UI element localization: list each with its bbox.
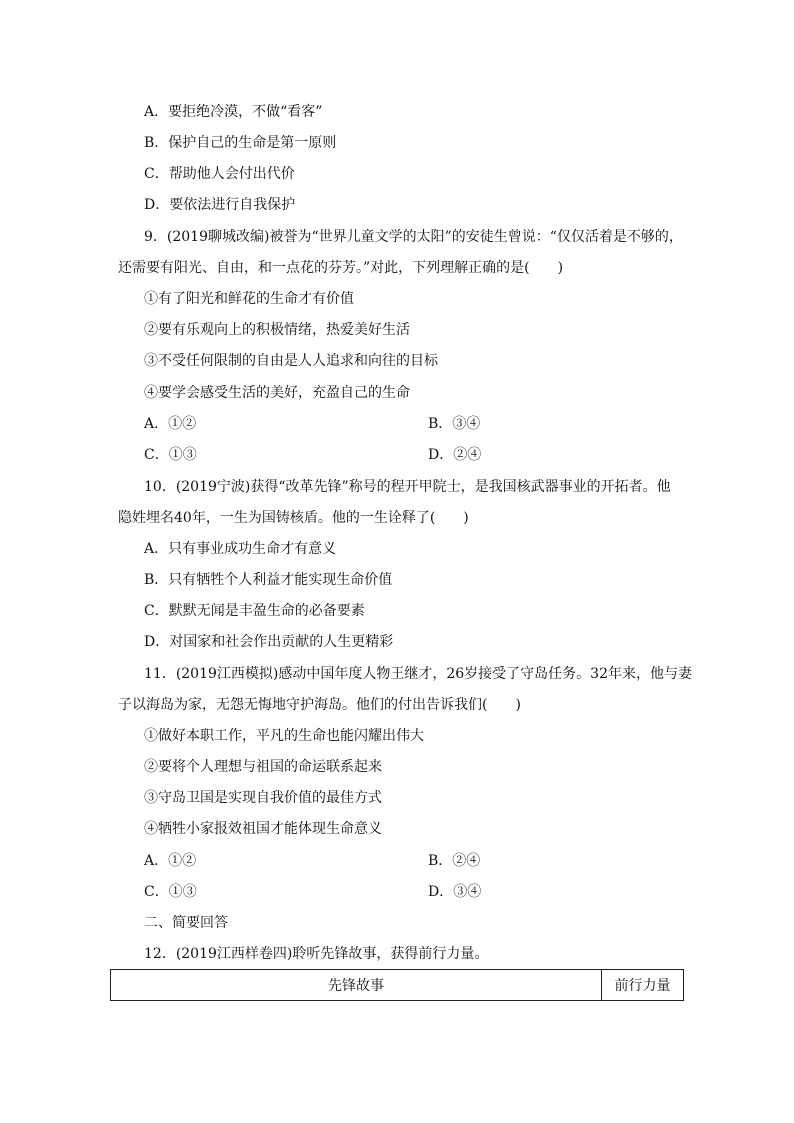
q9-option-b: B．③④ [428, 416, 481, 432]
q9-option-d: D．②④ [428, 447, 482, 463]
answer-table [110, 969, 684, 1001]
q10-option-b: B．只有牺牲个人利益才能实现生命价值 [144, 572, 393, 588]
q8-option-d: D．要依法进行自我保护 [144, 197, 296, 213]
q11-stem-line2: 子以海岛为家，无怨无悔地守护海岛。他们的付出告诉我们( ) [118, 697, 521, 713]
q9-stem-line1: 9．(2019聊城改编)被誉为“世界儿童文学的太阳”的安徒生曾说：“仅仅活着是不够的， [144, 229, 683, 245]
q11-item-3: ③守岛卫国是实现自我价值的最佳方式 [144, 790, 382, 806]
q9-item-4: ④要学会感受生活的美好，充盈自己的生命 [144, 385, 410, 401]
q10-option-a: A．只有事业成功生命才有意义 [144, 541, 337, 557]
q9-item-3: ③不受任何限制的自由是人人追求和向往的目标 [144, 353, 438, 369]
q12-stem: 12．(2019江西样卷四)聆听先锋故事，获得前行力量。 [144, 946, 489, 962]
q11-option-a: A．①② [144, 853, 197, 869]
q10-option-d: D．对国家和社会作出贡献的人生更精彩 [144, 634, 394, 650]
q11-item-2: ②要将个人理想与祖国的命运联系起来 [144, 759, 382, 775]
q9-item-1: ①有了阳光和鲜花的生命才有价值 [144, 291, 354, 307]
q11-stem-line1: 11．(2019江西模拟)感动中国年度人物王继才，26岁接受了守岛任务。32年来，他与妻 [144, 666, 692, 682]
q10-stem-line2: 隐姓埋名40年，一生为国铸核盾。他的一生诠释了( ) [118, 510, 469, 526]
q8-option-a: A．要拒绝冷漠，不做“看客” [144, 104, 323, 120]
q11-option-d: D．③④ [428, 884, 482, 900]
q10-option-c: C．默默无闻是丰盈生命的必备要素 [144, 603, 365, 619]
q9-stem-line2: 还需要有阳光、自由，和一点花的芬芳。”对此，下列理解正确的是( ) [118, 260, 564, 276]
q11-item-1: ①做好本职工作，平凡的生命也能闪耀出伟大 [144, 728, 424, 744]
q9-option-a: A．①② [144, 416, 197, 432]
table-header-pioneer-story: 先锋故事 [111, 970, 602, 1000]
q8-option-c: C．帮助他人会付出代价 [144, 166, 295, 182]
q9-option-c: C．①③ [144, 447, 197, 463]
q11-option-b: B．②④ [428, 853, 481, 869]
q8-option-b: B．保护自己的生命是第一原则 [144, 135, 337, 151]
q9-item-2: ②要有乐观向上的积极情绪，热爱美好生活 [144, 322, 410, 338]
section-heading: 二、简要回答 [144, 915, 228, 931]
table-header-forward-strength: 前行力量 [614, 978, 671, 994]
q10-stem-line1: 10．(2019宁波)获得“改革先锋”称号的程开甲院士，是我国核武器事业的开拓者。他 [144, 479, 671, 495]
q11-item-4: ④牺牲小家报效祖国才能体现生命意义 [144, 821, 382, 837]
q11-option-c: C．①③ [144, 884, 197, 900]
